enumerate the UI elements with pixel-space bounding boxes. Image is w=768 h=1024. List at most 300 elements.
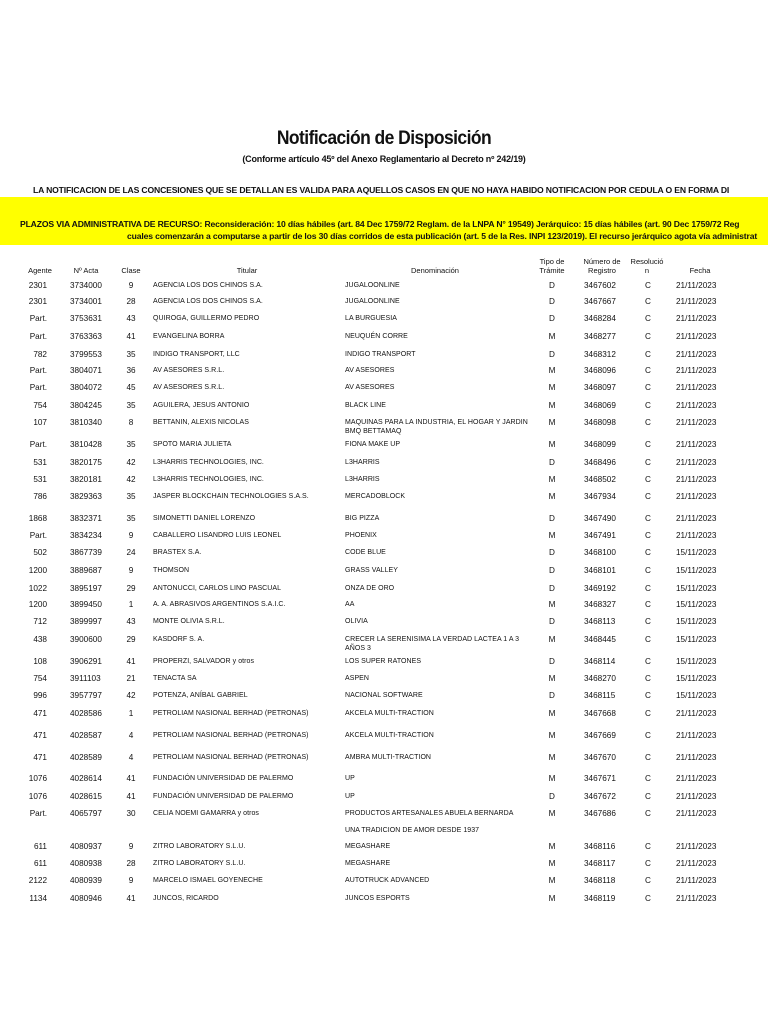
cell-clase: 35: [126, 401, 136, 410]
cell-acta: 3899997: [70, 617, 102, 626]
cell-resolucion: C: [645, 584, 651, 593]
cell-tipo: M: [548, 894, 556, 903]
cell-agente: 786: [33, 492, 47, 501]
cell-titular: SIMONETTI DANIEL LORENZO: [153, 515, 256, 522]
cell-tipo: D: [549, 584, 555, 593]
cell-titular: MONTE OLIVIA S.R.L.: [153, 618, 225, 625]
cell-acta: 3804245: [70, 401, 102, 410]
cell-fecha: 21/11/2023: [676, 281, 717, 290]
cell-fecha: 21/11/2023: [676, 350, 717, 359]
cell-titular: SPOTO MARIA JULIETA: [153, 441, 232, 448]
cell-tipo: M: [548, 709, 556, 718]
cell-resolucion: C: [645, 514, 651, 523]
cell-titular: EVANGELINA BORRA: [153, 333, 225, 340]
cell-tipo: M: [548, 753, 556, 762]
cell-denominacion: AUTOTRUCK ADVANCED: [345, 877, 430, 884]
plazos-text-line-2: cuales comenzarán a computarse a partir de los 30 días corridos de esta publicación (art. 5 de la Res. INPI 123/2019). El recurso jerárquico agota vía administrat: [127, 231, 758, 241]
cell-denominacion: UNA TRADICION DE AMOR DESDE 1937: [345, 827, 480, 834]
cell-denominacion: L3HARRIS: [345, 459, 380, 466]
cell-agente: Part.: [29, 314, 47, 323]
cell-clase: 9: [128, 531, 134, 540]
cell-resolucion: C: [645, 475, 651, 484]
cell-denominacion: CRECER LA SERENISIMA LA VERDAD LACTEA 1 A 3 AÑOS 3: [345, 636, 520, 652]
cell-clase: 21: [126, 674, 136, 683]
cell-denominacion: UP: [345, 775, 355, 782]
cell-registro: 3468270: [584, 674, 616, 683]
cell-tipo: M: [548, 635, 556, 644]
cell-agente: 531: [33, 475, 47, 484]
cell-acta: 4080946: [70, 894, 102, 903]
cell-agente: Part.: [29, 332, 47, 341]
cell-titular: JASPER BLOCKCHAIN TECHNOLOGIES S.A.S.: [153, 493, 309, 500]
cell-agente: 471: [33, 731, 47, 740]
cell-registro: 3467686: [584, 809, 616, 818]
header-resolucion-line2: n: [644, 266, 650, 275]
cell-denominacion: AMBRA MULTI-TRACTION: [345, 754, 432, 761]
cell-clase: 1: [128, 600, 134, 609]
cell-tipo: M: [548, 842, 556, 851]
cell-fecha: 15/11/2023: [676, 566, 717, 575]
cell-resolucion: C: [645, 332, 651, 341]
cell-registro: 3468069: [584, 401, 616, 410]
cell-tipo: M: [548, 383, 556, 392]
cell-clase: 24: [126, 548, 136, 557]
cell-acta: 3911103: [70, 674, 101, 683]
cell-resolucion: C: [645, 894, 651, 903]
cell-denominacion: JUGALOONLINE: [345, 282, 400, 289]
cell-acta: 3804072: [70, 383, 102, 392]
cell-denominacion: BLACK LINE: [345, 402, 386, 409]
cell-registro: 3467669: [584, 731, 616, 740]
cell-registro: 3468098: [584, 418, 616, 427]
cell-resolucion: C: [645, 731, 651, 740]
cell-clase: 41: [126, 774, 136, 783]
cell-agente: 754: [33, 401, 47, 410]
cell-fecha: 21/11/2023: [676, 440, 717, 449]
cell-registro: 3468101: [584, 566, 616, 575]
cell-fecha: 15/11/2023: [676, 600, 717, 609]
cell-acta: 3899450: [70, 600, 102, 609]
cell-denominacion: BIG PIZZA: [345, 515, 380, 522]
cell-fecha: 21/11/2023: [676, 842, 717, 851]
cell-clase: 41: [126, 894, 136, 903]
cell-tipo: M: [548, 440, 556, 449]
cell-clase: 28: [126, 297, 136, 306]
cell-titular: L3HARRIS TECHNOLOGIES, INC.: [153, 459, 264, 466]
cell-clase: 30: [126, 809, 136, 818]
cell-clase: 42: [126, 475, 136, 484]
cell-titular: THOMSON: [153, 567, 190, 574]
cell-titular: TENACTA SA: [153, 675, 197, 682]
cell-titular: FUNDACIÓN UNIVERSIDAD DE PALERMO: [153, 793, 294, 800]
cell-tipo: M: [548, 774, 556, 783]
cell-titular: ZITRO LABORATORY S.L.U.: [153, 843, 246, 850]
cell-tipo: D: [549, 691, 555, 700]
cell-agente: 2122: [28, 876, 47, 885]
cell-acta: 3820175: [70, 458, 102, 467]
cell-tipo: M: [548, 492, 556, 501]
cell-registro: 3468118: [584, 876, 616, 885]
cell-denominacion: AKCELA MULTI-TRACTION: [345, 732, 434, 739]
cell-denominacion: AA: [345, 601, 355, 608]
cell-tipo: D: [549, 350, 555, 359]
cell-clase: 9: [128, 842, 134, 851]
cell-fecha: 21/11/2023: [676, 859, 717, 868]
cell-fecha: 21/11/2023: [676, 531, 717, 540]
cell-agente: 471: [33, 753, 47, 762]
cell-denominacion: AV ASESORES: [345, 384, 395, 391]
cell-acta: 3763363: [70, 332, 102, 341]
cell-denominacion: PRODUCTOS ARTESANALES ABUELA BERNARDA: [345, 810, 514, 817]
cell-acta: 3734000: [70, 281, 102, 290]
cell-tipo: M: [548, 600, 556, 609]
header-denominacion: Denominación: [411, 266, 459, 275]
cell-agente: 471: [33, 709, 47, 718]
cell-fecha: 15/11/2023: [676, 548, 717, 557]
cell-registro: 3468113: [584, 617, 616, 626]
cell-acta: 3834234: [70, 531, 102, 540]
cell-resolucion: C: [645, 366, 651, 375]
cell-denominacion: PHOENIX: [345, 532, 377, 539]
cell-denominacion: ASPEN: [345, 675, 369, 682]
cell-agente: 2301: [28, 281, 47, 290]
cell-denominacion: ONZA DE ORO: [345, 585, 395, 592]
cell-acta: 4065797: [70, 809, 102, 818]
header-registro-line1: Número de: [583, 257, 621, 266]
cell-fecha: 21/11/2023: [676, 792, 717, 801]
cell-acta: 3889687: [70, 566, 102, 575]
cell-registro: 3468119: [584, 894, 616, 903]
header-tipo-line2: Trámite: [539, 266, 565, 275]
cell-resolucion: C: [645, 657, 651, 666]
cell-acta: 3832371: [70, 514, 102, 523]
cell-titular: QUIROGA, GUILLERMO PEDRO: [153, 315, 260, 322]
cell-fecha: 21/11/2023: [676, 514, 717, 523]
cell-tipo: D: [549, 548, 555, 557]
cell-clase: 29: [126, 584, 136, 593]
cell-clase: 43: [126, 617, 136, 626]
cell-fecha: 21/11/2023: [676, 418, 717, 427]
cell-registro: 3468115: [584, 691, 616, 700]
cell-resolucion: C: [645, 548, 651, 557]
cell-agente: Part.: [29, 383, 47, 392]
cell-registro: 3467602: [584, 281, 616, 290]
header-titular: Titular: [236, 266, 258, 275]
cell-fecha: 21/11/2023: [676, 709, 717, 718]
cell-titular: POTENZA, ANÍBAL GABRIEL: [153, 692, 248, 699]
cell-acta: 3829363: [70, 492, 102, 501]
cell-tipo: D: [549, 281, 555, 290]
cell-agente: 531: [33, 458, 47, 467]
cell-fecha: 15/11/2023: [676, 691, 717, 700]
cell-acta: 3734001: [70, 297, 102, 306]
cell-resolucion: C: [645, 383, 651, 392]
cell-agente: 1868: [28, 514, 47, 523]
cell-titular: FUNDACIÓN UNIVERSIDAD DE PALERMO: [153, 775, 294, 782]
cell-fecha: 21/11/2023: [676, 774, 717, 783]
cell-resolucion: C: [645, 281, 651, 290]
cell-registro: 3467672: [584, 792, 616, 801]
cell-denominacion: MEGASHARE: [345, 860, 391, 867]
cell-fecha: 21/11/2023: [676, 753, 717, 762]
cell-registro: 3468100: [584, 548, 616, 557]
cell-fecha: 21/11/2023: [676, 894, 717, 903]
cell-tipo: D: [549, 657, 555, 666]
header-registro-line2: Registro: [588, 266, 616, 275]
cell-denominacion: LA BURGUESIA: [345, 315, 397, 322]
header-resolucion-line1: Resolució: [630, 257, 664, 266]
cell-titular: A. A. ABRASIVOS ARGENTINOS S.A.I.C.: [153, 601, 286, 608]
cell-clase: 42: [126, 691, 136, 700]
cell-denominacion: L3HARRIS: [345, 476, 380, 483]
header-fecha: Fecha: [689, 266, 711, 275]
cell-tipo: D: [549, 617, 555, 626]
cell-acta: 3957797: [70, 691, 102, 700]
cell-denominacion: OLIVIA: [345, 618, 368, 625]
cell-registro: 3468117: [584, 859, 616, 868]
cell-acta: 3895197: [70, 584, 102, 593]
cell-acta: 4028589: [70, 753, 102, 762]
cell-agente: 611: [33, 859, 47, 868]
cell-registro: 3469192: [584, 584, 616, 593]
cell-tipo: M: [548, 731, 556, 740]
cell-titular: PETROLIAM NASIONAL BERHAD (PETRONAS): [153, 732, 309, 739]
cell-resolucion: C: [645, 314, 651, 323]
cell-registro: 3468097: [584, 383, 616, 392]
cell-registro: 3468099: [584, 440, 616, 449]
cell-resolucion: C: [645, 674, 651, 683]
cell-titular: PETROLIAM NASIONAL BERHAD (PETRONAS): [153, 754, 309, 761]
cell-agente: Part.: [29, 809, 47, 818]
cell-registro: 3467934: [584, 492, 616, 501]
cell-clase: 41: [126, 657, 136, 666]
cell-clase: 42: [126, 458, 136, 467]
cell-resolucion: C: [645, 531, 651, 540]
cell-registro: 3468502: [584, 475, 616, 484]
cell-agente: 712: [33, 617, 47, 626]
cell-titular: AV ASESORES S.R.L.: [153, 367, 225, 374]
cell-fecha: 21/11/2023: [676, 297, 717, 306]
cell-titular: ZITRO LABORATORY S.L.U.: [153, 860, 246, 867]
cell-titular: L3HARRIS TECHNOLOGIES, INC.: [153, 476, 264, 483]
cell-registro: 3468277: [584, 332, 616, 341]
cell-clase: 9: [128, 876, 134, 885]
cell-registro: 3468114: [584, 657, 616, 666]
cell-resolucion: C: [645, 401, 651, 410]
cell-tipo: D: [549, 297, 555, 306]
cell-clase: 1: [128, 709, 134, 718]
cell-denominacion: MAQUINAS PARA LA INDUSTRIA, EL HOGAR Y JARDIN BMQ BETTAMAQ: [345, 419, 528, 435]
cell-registro: 3467490: [584, 514, 616, 523]
cell-titular: AGENCIA LOS DOS CHINOS S.A.: [153, 298, 263, 305]
cell-titular: KASDORF S. A.: [153, 636, 205, 643]
cell-acta: 3753631: [70, 314, 102, 323]
cell-registro: 3468445: [584, 635, 616, 644]
cell-clase: 9: [128, 281, 134, 290]
cell-resolucion: C: [645, 753, 651, 762]
cell-registro: 3467667: [584, 297, 616, 306]
cell-titular: MARCELO ISMAEL GOYENECHE: [153, 877, 263, 884]
cell-resolucion: C: [645, 709, 651, 718]
cell-agente: Part.: [29, 366, 47, 375]
cell-agente: 1200: [28, 600, 47, 609]
cell-titular: AV ASESORES S.R.L.: [153, 384, 225, 391]
cell-clase: 9: [128, 566, 134, 575]
cell-registro: 3468496: [584, 458, 616, 467]
cell-fecha: 21/11/2023: [676, 492, 717, 501]
cell-fecha: 21/11/2023: [676, 809, 717, 818]
cell-clase: 4: [128, 753, 134, 762]
cell-registro: 3468327: [584, 600, 616, 609]
cell-tipo: M: [548, 809, 556, 818]
cell-registro: 3468284: [584, 314, 616, 323]
cell-fecha: 15/11/2023: [676, 635, 717, 644]
cell-acta: 3900600: [70, 635, 102, 644]
cell-agente: 1076: [28, 792, 47, 801]
cell-acta: 3867739: [70, 548, 102, 557]
cell-clase: 35: [126, 440, 136, 449]
document-title: Notificación de Disposición: [276, 128, 492, 149]
cell-acta: 3804071: [70, 366, 102, 375]
cell-agente: 438: [33, 635, 47, 644]
cell-agente: 1134: [29, 894, 47, 903]
cell-acta: 4028587: [70, 731, 102, 740]
cell-tipo: M: [548, 859, 556, 868]
cell-tipo: M: [548, 475, 556, 484]
cell-resolucion: C: [645, 350, 651, 359]
cell-tipo: D: [549, 566, 555, 575]
cell-tipo: M: [548, 366, 556, 375]
cell-resolucion: C: [645, 458, 651, 467]
cell-denominacion: MERCADOBLOCK: [345, 493, 406, 500]
cell-denominacion: UP: [345, 793, 355, 800]
document-subtitle: (Conforme artículo 45º del Anexo Reglamentario al Decreto nº 242/19): [242, 154, 526, 164]
cell-titular: CABALLERO LISANDRO LUIS LEONEL: [153, 532, 282, 539]
cell-registro: 3468116: [584, 842, 616, 851]
cell-denominacion: NEUQUÉN CORRE: [345, 333, 408, 340]
cell-resolucion: C: [645, 600, 651, 609]
cell-titular: PETROLIAM NASIONAL BERHAD (PETRONAS): [153, 710, 309, 717]
cell-denominacion: NACIONAL SOFTWARE: [345, 692, 423, 699]
cell-tipo: M: [548, 418, 556, 427]
cell-resolucion: C: [645, 859, 651, 868]
cell-acta: 3906291: [70, 657, 102, 666]
cell-tipo: M: [548, 401, 556, 410]
cell-acta: 4028614: [70, 774, 102, 783]
cell-denominacion: JUGALOONLINE: [345, 298, 400, 305]
cell-denominacion: FIONA MAKE UP: [345, 441, 401, 448]
cell-clase: 8: [128, 418, 134, 427]
notification-notice: LA NOTIFICACION DE LAS CONCESIONES QUE SE DETALLAN ES VALIDA PARA AQUELLOS CASOS EN QUE NO HAYA HABIDO NOTIFICACION POR CEDULA O EN FORMA DI: [33, 185, 730, 195]
cell-titular: BRASTEX S.A.: [153, 549, 202, 556]
cell-tipo: D: [549, 314, 555, 323]
cell-titular: AGUILERA, JESUS ANTONIO: [153, 402, 250, 409]
cell-acta: 3810340: [70, 418, 102, 427]
cell-acta: 3810428: [70, 440, 102, 449]
cell-fecha: 21/11/2023: [676, 314, 717, 323]
cell-titular: INDIGO TRANSPORT, LLC: [153, 351, 240, 358]
cell-clase: 35: [126, 514, 136, 523]
cell-acta: 4080938: [70, 859, 102, 868]
header-agente: Agente: [28, 266, 52, 275]
cell-denominacion: CODE BLUE: [345, 549, 386, 556]
cell-tipo: D: [549, 458, 555, 467]
cell-titular: PROPERZI, SALVADOR y otros: [153, 658, 255, 665]
cell-resolucion: C: [645, 635, 651, 644]
cell-tipo: M: [548, 531, 556, 540]
cell-tipo: M: [548, 876, 556, 885]
cell-denominacion: GRASS VALLEY: [345, 567, 398, 574]
cell-agente: 782: [33, 350, 47, 359]
cell-fecha: 15/11/2023: [676, 617, 717, 626]
header-tipo-line1: Tipo de: [539, 257, 565, 266]
cell-titular: CELIA NOEMI GAMARRA y otros: [153, 810, 259, 817]
cell-agente: 108: [33, 657, 47, 666]
cell-denominacion: INDIGO TRANSPORT: [345, 351, 416, 358]
cell-fecha: 15/11/2023: [676, 584, 717, 593]
cell-fecha: 21/11/2023: [676, 458, 717, 467]
cell-resolucion: C: [645, 774, 651, 783]
cell-agente: Part.: [29, 531, 47, 540]
cell-resolucion: C: [645, 492, 651, 501]
cell-titular: JUNCOS, RICARDO: [153, 895, 219, 902]
cell-resolucion: C: [645, 297, 651, 306]
cell-clase: 43: [126, 314, 136, 323]
cell-fecha: 21/11/2023: [676, 731, 717, 740]
cell-acta: 4028615: [70, 792, 102, 801]
cell-registro: 3468312: [584, 350, 616, 359]
cell-denominacion: AV ASESORES: [345, 367, 395, 374]
cell-titular: ANTONUCCI, CARLOS LINO PASCUAL: [153, 585, 282, 592]
cell-registro: 3467670: [584, 753, 616, 762]
header-acta: Nº Acta: [73, 266, 99, 275]
cell-denominacion: AKCELA MULTI-TRACTION: [345, 710, 434, 717]
cell-registro: 3467668: [584, 709, 616, 718]
cell-fecha: 21/11/2023: [676, 876, 717, 885]
cell-resolucion: C: [645, 691, 651, 700]
cell-denominacion: LOS SUPER RATONES: [345, 658, 422, 665]
cell-agente: 1076: [28, 774, 47, 783]
cell-resolucion: C: [645, 440, 651, 449]
cell-resolucion: C: [645, 617, 651, 626]
cell-clase: 45: [126, 383, 136, 392]
cell-tipo: M: [548, 332, 556, 341]
cell-agente: 107: [33, 418, 47, 427]
cell-clase: 41: [126, 332, 136, 341]
cell-clase: 35: [126, 492, 136, 501]
cell-fecha: 21/11/2023: [676, 401, 717, 410]
cell-clase: 28: [126, 859, 136, 868]
cell-clase: 35: [126, 350, 136, 359]
cell-denominacion: JUNCOS ESPORTS: [345, 895, 410, 902]
plazos-text-line-1: PLAZOS VIA ADMINISTRATIVA DE RECURSO: Reconsideración: 10 días hábiles (art. 84 Dec 1759/72 Reglam. de la LNPA N° 19549) Jerárquico: 15 días hábiles (art. 90 Dec 1759/72 Reg: [20, 219, 740, 229]
cell-agente: 754: [33, 674, 47, 683]
cell-titular: BETTANIN, ALEXIS NICOLAS: [153, 419, 249, 426]
cell-tipo: M: [548, 674, 556, 683]
cell-titular: AGENCIA LOS DOS CHINOS S.A.: [153, 282, 263, 289]
cell-resolucion: C: [645, 792, 651, 801]
cell-registro: 3467671: [584, 774, 616, 783]
cell-agente: 502: [33, 548, 47, 557]
cell-agente: 996: [33, 691, 47, 700]
cell-clase: 29: [126, 635, 136, 644]
cell-acta: 4028586: [70, 709, 102, 718]
cell-tipo: D: [549, 514, 555, 523]
cell-resolucion: C: [645, 876, 651, 885]
cell-fecha: 15/11/2023: [676, 657, 717, 666]
cell-registro: 3467491: [584, 531, 616, 540]
cell-acta: 4080937: [70, 842, 102, 851]
